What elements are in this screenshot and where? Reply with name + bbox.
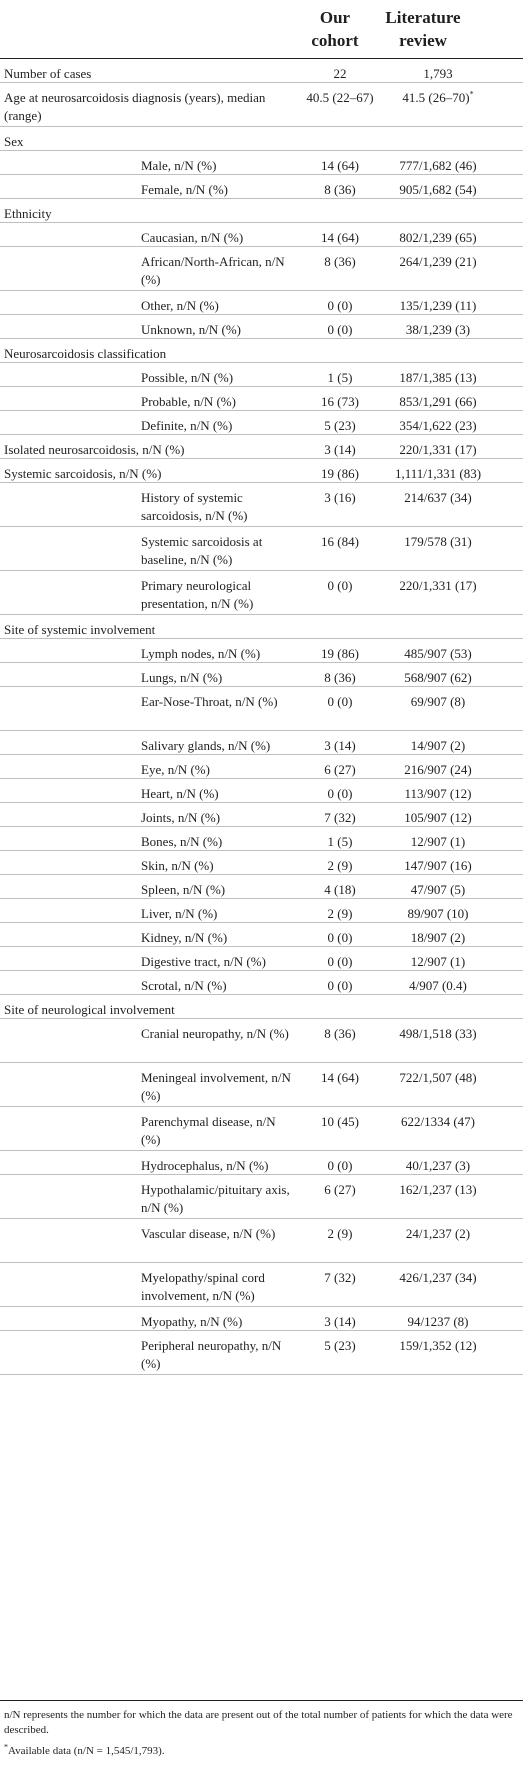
table-row xyxy=(0,1307,523,1331)
column-header-line: Our xyxy=(319,8,351,27)
table-row xyxy=(0,1219,523,1263)
table-row xyxy=(0,827,523,851)
footnote-text: Available data (n/N = 1,545/1,793). xyxy=(8,1745,165,1757)
literature-value xyxy=(358,321,518,339)
literature-value-text: 485/907 (53) xyxy=(404,646,472,661)
row-label: Probable, n/N (%) xyxy=(141,394,236,409)
literature-value-text: 47/907 (5) xyxy=(410,882,466,897)
row-label: Caucasian, n/N (%) xyxy=(141,230,244,245)
literature-value xyxy=(358,533,518,551)
literature-value xyxy=(358,809,518,827)
literature-value-text: 14/907 (2) xyxy=(410,738,466,753)
literature-value xyxy=(358,89,518,107)
our-cohort-value: 14 (64) xyxy=(321,1070,359,1085)
our-cohort-value: 8 (36) xyxy=(324,182,356,197)
row-label: Primary neurological presentation, n/N (%) xyxy=(141,578,254,611)
literature-value-text: 12/907 (1) xyxy=(410,834,466,849)
literature-value-text: 162/1,237 (13) xyxy=(399,1182,477,1197)
literature-value xyxy=(358,977,518,995)
row-label: Lungs, n/N (%) xyxy=(141,670,223,685)
literature-value-text: 622/1334 (47) xyxy=(400,1114,476,1129)
literature-value-text: 12/907 (1) xyxy=(410,954,466,969)
table-row xyxy=(0,571,523,615)
literature-value xyxy=(358,441,518,459)
literature-value-text: 18/907 (2) xyxy=(410,930,466,945)
literature-value-text: 214/637 (34) xyxy=(404,490,472,505)
table-row xyxy=(0,755,523,779)
literature-value-text: 216/907 (24) xyxy=(404,762,472,777)
table-header xyxy=(0,0,523,62)
our-cohort-value: 0 (0) xyxy=(327,930,353,945)
table-row xyxy=(0,687,523,731)
row-label: Scrotal, n/N (%) xyxy=(141,978,227,993)
row-label: Hypothalamic/pituitary axis, n/N (%) xyxy=(141,1182,290,1215)
our-cohort-value: 6 (27) xyxy=(324,1182,356,1197)
literature-value xyxy=(358,1157,518,1175)
literature-value xyxy=(358,489,518,507)
literature-value-text: 40/1,237 (3) xyxy=(405,1158,471,1173)
literature-value-text: 1,793 xyxy=(423,66,453,81)
literature-value xyxy=(358,1113,518,1131)
table-row xyxy=(0,459,523,483)
our-cohort-value: 8 (36) xyxy=(324,1026,356,1041)
row-label: Eye, n/N (%) xyxy=(141,762,210,777)
row-label: Salivary glands, n/N (%) xyxy=(141,738,271,753)
row-label: Hydrocephalus, n/N (%) xyxy=(141,1158,269,1173)
table-row xyxy=(0,899,523,923)
literature-value-text: 41.5 (26–70) xyxy=(402,90,470,105)
footnote-mark: * xyxy=(4,1742,8,1752)
row-label: Number of cases xyxy=(4,66,92,81)
table-row xyxy=(0,483,523,527)
row-label: Systemic sarcoidosis at baseline, n/N (%) xyxy=(141,534,263,567)
table-row xyxy=(0,923,523,947)
table-row xyxy=(0,59,523,83)
literature-value xyxy=(358,1337,518,1355)
our-cohort-value: 0 (0) xyxy=(327,322,353,337)
table-row xyxy=(0,1175,523,1219)
our-cohort-value: 1 (5) xyxy=(327,370,353,385)
table-row xyxy=(0,1107,523,1151)
our-cohort-value: 3 (16) xyxy=(324,490,356,505)
our-cohort-value: 40.5 (22–67) xyxy=(306,90,374,105)
our-cohort-value: 1 (5) xyxy=(327,834,353,849)
footnote-available-data xyxy=(4,1744,519,1759)
our-cohort-value: 0 (0) xyxy=(327,1158,353,1173)
our-cohort-value: 3 (14) xyxy=(324,1314,356,1329)
table-row xyxy=(0,339,523,363)
literature-value-text: 4/907 (0.4) xyxy=(409,978,467,993)
our-cohort-value: 6 (27) xyxy=(324,762,356,777)
our-cohort-value: 8 (36) xyxy=(324,254,356,269)
literature-value xyxy=(358,761,518,779)
our-cohort-value: 0 (0) xyxy=(327,298,353,313)
literature-value-text: 113/907 (12) xyxy=(404,786,472,801)
literature-value xyxy=(358,857,518,875)
column-header-line: Literature xyxy=(385,8,461,27)
row-label: Skin, n/N (%) xyxy=(141,858,214,873)
literature-value-text: 220/1,331 (17) xyxy=(399,442,477,457)
column-header-literature-review xyxy=(368,6,478,52)
literature-value-text: 147/907 (16) xyxy=(404,858,472,873)
our-cohort-value: 0 (0) xyxy=(327,578,353,593)
literature-value xyxy=(358,253,518,271)
row-label: Female, n/N (%) xyxy=(141,182,229,197)
literature-value xyxy=(358,737,518,755)
column-header-line: review xyxy=(399,31,447,50)
literature-value xyxy=(358,297,518,315)
our-cohort-value: 5 (23) xyxy=(324,418,356,433)
table-row xyxy=(0,1019,523,1063)
table-row xyxy=(0,731,523,755)
row-label: Myelopathy/spinal cord involvement, n/N (%) xyxy=(141,1270,265,1303)
our-cohort-value: 0 (0) xyxy=(327,954,353,969)
literature-value-text: 220/1,331 (17) xyxy=(399,578,477,593)
table-row xyxy=(0,1151,523,1175)
our-cohort-value: 7 (32) xyxy=(324,810,356,825)
table-row xyxy=(0,1263,523,1307)
literature-value xyxy=(358,1269,518,1287)
literature-value xyxy=(358,229,518,247)
our-cohort-value: 2 (9) xyxy=(327,858,353,873)
literature-value-text: 159/1,352 (12) xyxy=(399,1338,477,1353)
literature-value xyxy=(358,833,518,851)
our-cohort-value: 0 (0) xyxy=(327,978,353,993)
literature-value xyxy=(358,881,518,899)
table-row xyxy=(0,435,523,459)
literature-value-text: 722/1,507 (48) xyxy=(399,1070,477,1085)
row-label: Joints, n/N (%) xyxy=(141,810,221,825)
literature-value xyxy=(358,577,518,595)
row-label: Site of neurological involvement xyxy=(4,1002,175,1017)
table-row xyxy=(0,1063,523,1107)
row-label: Liver, n/N (%) xyxy=(141,906,218,921)
literature-value-text: 89/907 (10) xyxy=(407,906,469,921)
our-cohort-value: 3 (14) xyxy=(324,738,356,753)
row-label: Bones, n/N (%) xyxy=(141,834,223,849)
our-cohort-value: 5 (23) xyxy=(324,1338,356,1353)
literature-value xyxy=(358,465,518,483)
table-row xyxy=(0,363,523,387)
table-row xyxy=(0,223,523,247)
literature-value xyxy=(358,645,518,663)
row-label: Sex xyxy=(4,134,24,149)
literature-value-text: 264/1,239 (21) xyxy=(399,254,477,269)
our-cohort-value: 10 (45) xyxy=(321,1114,359,1129)
our-cohort-value: 14 (64) xyxy=(321,158,359,173)
row-label: Digestive tract, n/N (%) xyxy=(141,954,266,969)
table-row xyxy=(0,527,523,571)
literature-value xyxy=(358,417,518,435)
table-row xyxy=(0,151,523,175)
row-label: Neurosarcoidosis classification xyxy=(4,346,167,361)
row-label: Heart, n/N (%) xyxy=(141,786,219,801)
literature-value-text: 777/1,682 (46) xyxy=(399,158,477,173)
literature-value-text: 105/907 (12) xyxy=(404,810,472,825)
literature-value-text: 69/907 (8) xyxy=(410,694,466,709)
literature-value xyxy=(358,929,518,947)
row-label: Unknown, n/N (%) xyxy=(141,322,242,337)
literature-value-text: 187/1,385 (13) xyxy=(399,370,477,385)
literature-value-text: 94/1237 (8) xyxy=(407,1314,469,1329)
row-label: Isolated neurosarcoidosis, n/N (%) xyxy=(4,442,185,457)
literature-value-text: 24/1,237 (2) xyxy=(405,1226,471,1241)
literature-value-text: 179/578 (31) xyxy=(404,534,472,549)
our-cohort-value: 3 (14) xyxy=(324,442,356,457)
literature-value xyxy=(358,953,518,971)
literature-value xyxy=(358,693,518,711)
row-label: History of systemic sarcoidosis, n/N (%) xyxy=(141,490,248,523)
literature-value xyxy=(358,181,518,199)
literature-value-text: 354/1,622 (23) xyxy=(399,418,477,433)
table-row xyxy=(0,315,523,339)
column-header-line: cohort xyxy=(311,31,359,50)
table-row xyxy=(0,851,523,875)
row-label: Definite, n/N (%) xyxy=(141,418,233,433)
literature-value xyxy=(358,905,518,923)
literature-value-text: 853/1,291 (66) xyxy=(399,394,477,409)
row-label: Meningeal involvement, n/N (%) xyxy=(141,1070,291,1103)
our-cohort-value: 14 (64) xyxy=(321,230,359,245)
footnote-reference-mark: * xyxy=(469,89,474,99)
table-row xyxy=(0,639,523,663)
literature-value xyxy=(358,157,518,175)
row-label: Peripheral neuropathy, n/N (%) xyxy=(141,1338,282,1371)
row-label: Lymph nodes, n/N (%) xyxy=(141,646,261,661)
row-label: Site of systemic involvement xyxy=(4,622,156,637)
literature-value xyxy=(358,1313,518,1331)
literature-value-text: 802/1,239 (65) xyxy=(399,230,477,245)
row-label: Systemic sarcoidosis, n/N (%) xyxy=(4,466,162,481)
row-label: Spleen, n/N (%) xyxy=(141,882,226,897)
table-row xyxy=(0,175,523,199)
our-cohort-value: 2 (9) xyxy=(327,1226,353,1241)
table-row xyxy=(0,199,523,223)
our-cohort-value: 22 xyxy=(333,66,347,81)
our-cohort-value: 0 (0) xyxy=(327,694,353,709)
table-row xyxy=(0,779,523,803)
literature-value-text: 498/1,518 (33) xyxy=(399,1026,477,1041)
our-cohort-value: 19 (86) xyxy=(321,466,359,481)
row-label: Other, n/N (%) xyxy=(141,298,219,313)
row-label: Possible, n/N (%) xyxy=(141,370,234,385)
literature-value xyxy=(358,669,518,687)
our-cohort-value: 19 (86) xyxy=(321,646,359,661)
literature-value xyxy=(358,1025,518,1043)
literature-value xyxy=(358,369,518,387)
row-label: Male, n/N (%) xyxy=(141,158,217,173)
row-label: Cranial neuropathy, n/N (%) xyxy=(141,1026,289,1041)
literature-value xyxy=(358,1181,518,1199)
row-label: African/North-African, n/N (%) xyxy=(141,254,285,287)
table-row xyxy=(0,291,523,315)
table-row xyxy=(0,995,523,1019)
row-label: Kidney, n/N (%) xyxy=(141,930,228,945)
literature-value xyxy=(358,1069,518,1087)
literature-value-text: 426/1,237 (34) xyxy=(399,1270,477,1285)
table-row xyxy=(0,803,523,827)
row-label: Age at neurosarcoidosis diagnosis (years), median (range) xyxy=(4,90,266,123)
table-body xyxy=(0,59,523,1700)
table-row xyxy=(0,387,523,411)
table-row xyxy=(0,947,523,971)
literature-value-text: 905/1,682 (54) xyxy=(399,182,477,197)
literature-value-text: 38/1,239 (3) xyxy=(405,322,471,337)
row-label: Ethnicity xyxy=(4,206,52,221)
table-row xyxy=(0,615,523,639)
our-cohort-value: 0 (0) xyxy=(327,786,353,801)
our-cohort-value: 8 (36) xyxy=(324,670,356,685)
literature-value-text: 135/1,239 (11) xyxy=(399,298,477,313)
literature-value-text: 568/907 (62) xyxy=(404,670,472,685)
table-bottom-rule xyxy=(0,1700,523,1701)
table-row xyxy=(0,971,523,995)
our-cohort-value: 16 (73) xyxy=(321,394,359,409)
table-row xyxy=(0,663,523,687)
literature-value xyxy=(358,1225,518,1243)
our-cohort-value: 4 (18) xyxy=(324,882,356,897)
table-row xyxy=(0,83,523,127)
literature-value xyxy=(358,65,518,83)
table-row xyxy=(0,247,523,291)
our-cohort-value: 16 (84) xyxy=(321,534,359,549)
our-cohort-value: 2 (9) xyxy=(327,906,353,921)
table-row xyxy=(0,411,523,435)
row-label: Ear-Nose-Throat, n/N (%) xyxy=(141,694,278,709)
our-cohort-value: 7 (32) xyxy=(324,1270,356,1285)
footnote-definition: n/N represents the number for which the data are present out of the total number of patients for which the data were described. xyxy=(4,1709,513,1736)
row-label: Vascular disease, n/N (%) xyxy=(141,1226,276,1241)
column-header-our-cohort xyxy=(300,6,370,52)
row-label: Myopathy, n/N (%) xyxy=(141,1314,243,1329)
table-row xyxy=(0,1331,523,1375)
literature-value-text: 1,111/1,331 (83) xyxy=(394,466,482,481)
table-row xyxy=(0,127,523,151)
row-label: Parenchymal disease, n/N (%) xyxy=(141,1114,276,1147)
literature-value xyxy=(358,785,518,803)
literature-value xyxy=(358,393,518,411)
table-row xyxy=(0,875,523,899)
